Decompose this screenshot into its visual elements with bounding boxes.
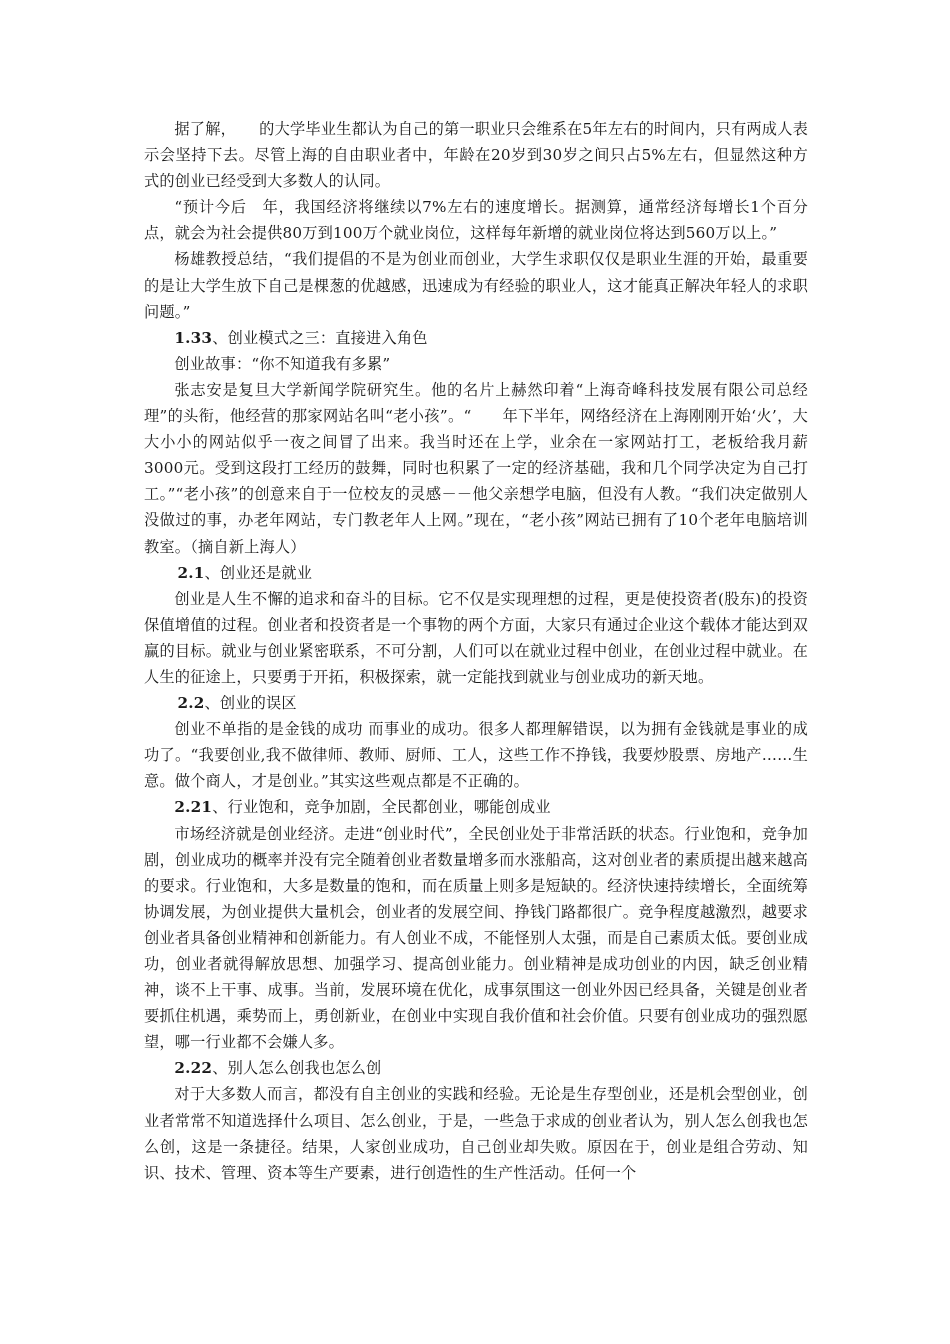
section-number: 2.21 — [174, 798, 213, 817]
section-number: 2.2 — [177, 694, 205, 713]
document-page — [144, 116, 808, 1186]
paragraph-yang-xiong-summary: 杨雄教授总结，“我们提倡的不是为创业而创业，大学生求职仅仅是职业生涯的开始，最重要的是让大学生放下自己是棵葱的优越感，迅速成为有经验的职业人，这才能真正解决年轻人的求职问题。” — [144, 250, 808, 321]
section-number: 2.22 — [174, 1059, 213, 1078]
section-number: 1.33 — [174, 328, 213, 347]
section-title: 、别人怎么创我也怎么创 — [212, 1059, 382, 1078]
paragraph-entrepreneurship-vs-employment: 创业是人生不懈的追求和奋斗的目标。它不仅是实现理想的过程，更是使投资者(股东)的投资保值增值的过程。创业者和投资者是一个事物的两个方面，大家只有通过企业这个载体才能达到双赢的目标。就业与创业紧密联系，不可分割，人们可以在就业过程中创业，在创业过程中就业。在人生的征途上，只要勇于开拓，积极探索，就一定能找到就业与创业成功的新天地。 — [144, 589, 808, 686]
paragraph-forecast-quote: “预计今后 年，我国经济将继续以7%左右的速度增长。据测算，通常经济每增长1个百分点，就会为社会提供80万到100万个就业岗位，这样每年新增的就业岗位将达到560万以上。” — [144, 198, 808, 243]
section-heading-2-1 — [144, 560, 808, 586]
section-title: 、创业模式之三：直接进入角色 — [212, 328, 428, 347]
section-heading-2-21 — [144, 794, 808, 820]
section-heading-1-33 — [144, 325, 808, 351]
paragraph-copying-others: 对于大多数人而言，都没有自主创业的实践和经验。无论是生存型创业，还是机会型创业，创业者常常不知道选择什么项目、怎么创业，于是，一些急于求成的创业者认为，别人怎么创我也怎么创，这是一条捷径。结果，人家创业成功，自己创业却失败。原因在于，创业是组合劳动、知识、技术、管理、资本等生产要素，进行创造性的生产性活动。任何一个 — [144, 1085, 808, 1182]
paragraph-market-economy: 市场经济就是创业经济。走进“创业时代”，全民创业处于非常活跃的状态。行业饱和，竞争加剧，创业成功的概率并没有完全随着创业者数量增多而水涨船高，这对创业者的素质提出越来越高的要求。行业饱和，大多是数量的饱和，而在质量上则多是短缺的。经济快速持续增长，全面统筹协调发展，为创业提供大量机会，创业者的发展空间、挣钱门路都很广。竞争程度越激烈，越要求创业者具备创业精神和创新能力。有人创业不成，不能怪别人太强，而是自己素质太低。要创业成功，创业者就得解放思想、加强学习、提高创业能力。创业精神是成功创业的内因，缺乏创业精神，谈不上干事、成事。当前，发展环境在优化，成事氛围这一创业外因已经具备，关键是创业者要抓住机遇，乘势而上，勇创新业，在创业中实现自我价值和社会价值。只要有创业成功的强烈愿望，哪一行业都不会嫌人多。 — [144, 824, 808, 1052]
section-title: 、创业还是就业 — [204, 563, 313, 582]
paragraph-story-title: 创业故事：“你不知道我有多累” — [174, 354, 391, 373]
section-heading-2-2 — [144, 690, 808, 716]
section-title: 、创业的误区 — [204, 694, 297, 713]
section-title: 、行业饱和，竞争加剧，全民都创业，哪能创成业 — [212, 798, 551, 817]
paragraph-survey: 据了解， 的大学毕业生都认为自己的第一职业只会维系在5年左右的时间内，只有两成人表示会坚持下去。尽管上海的自由职业者中，年龄在20岁到30岁之间只占5%左右，但显然这种方式的创业已经受到大多数人的认同。 — [144, 120, 808, 191]
paragraph-zhang-zhian-story: 张志安是复旦大学新闻学院研究生。他的名片上赫然印着“上海奇峰科技发展有限公司总经理”的头衔，他经营的那家网站名叫“老小孩”。“ 年下半年，网络经济在上海刚刚开始‘火’，大大小小的网站似乎一夜之间冒了出来。我当时还在上学，业余在一家网站打工，老板给我月薪3000元。受到这段打工经历的鼓舞，同时也积累了一定的经济基础，我和几个同学决定为自己打工。”“老小孩”的创意来自于一位校友的灵感－－他父亲想学电脑，但没有人教。“我们决定做别人没做过的事，办老年网站，专门教老年人上网。”现在，“老小孩”网站已拥有了10个老年电脑培训教室。（摘自新上海人） — [144, 380, 808, 556]
section-number: 2.1 — [177, 563, 205, 582]
section-heading-2-22 — [144, 1055, 808, 1081]
paragraph-misconceptions: 创业不单指的是金钱的成功 而事业的成功。很多人都理解错误，以为拥有金钱就是事业的成功了。“我要创业,我不做律师、教师、厨师、工人，这些工作不挣钱，我要炒股票、房地产……生意。做个商人，才是创业。”其实这些观点都是不正确的。 — [144, 720, 808, 791]
